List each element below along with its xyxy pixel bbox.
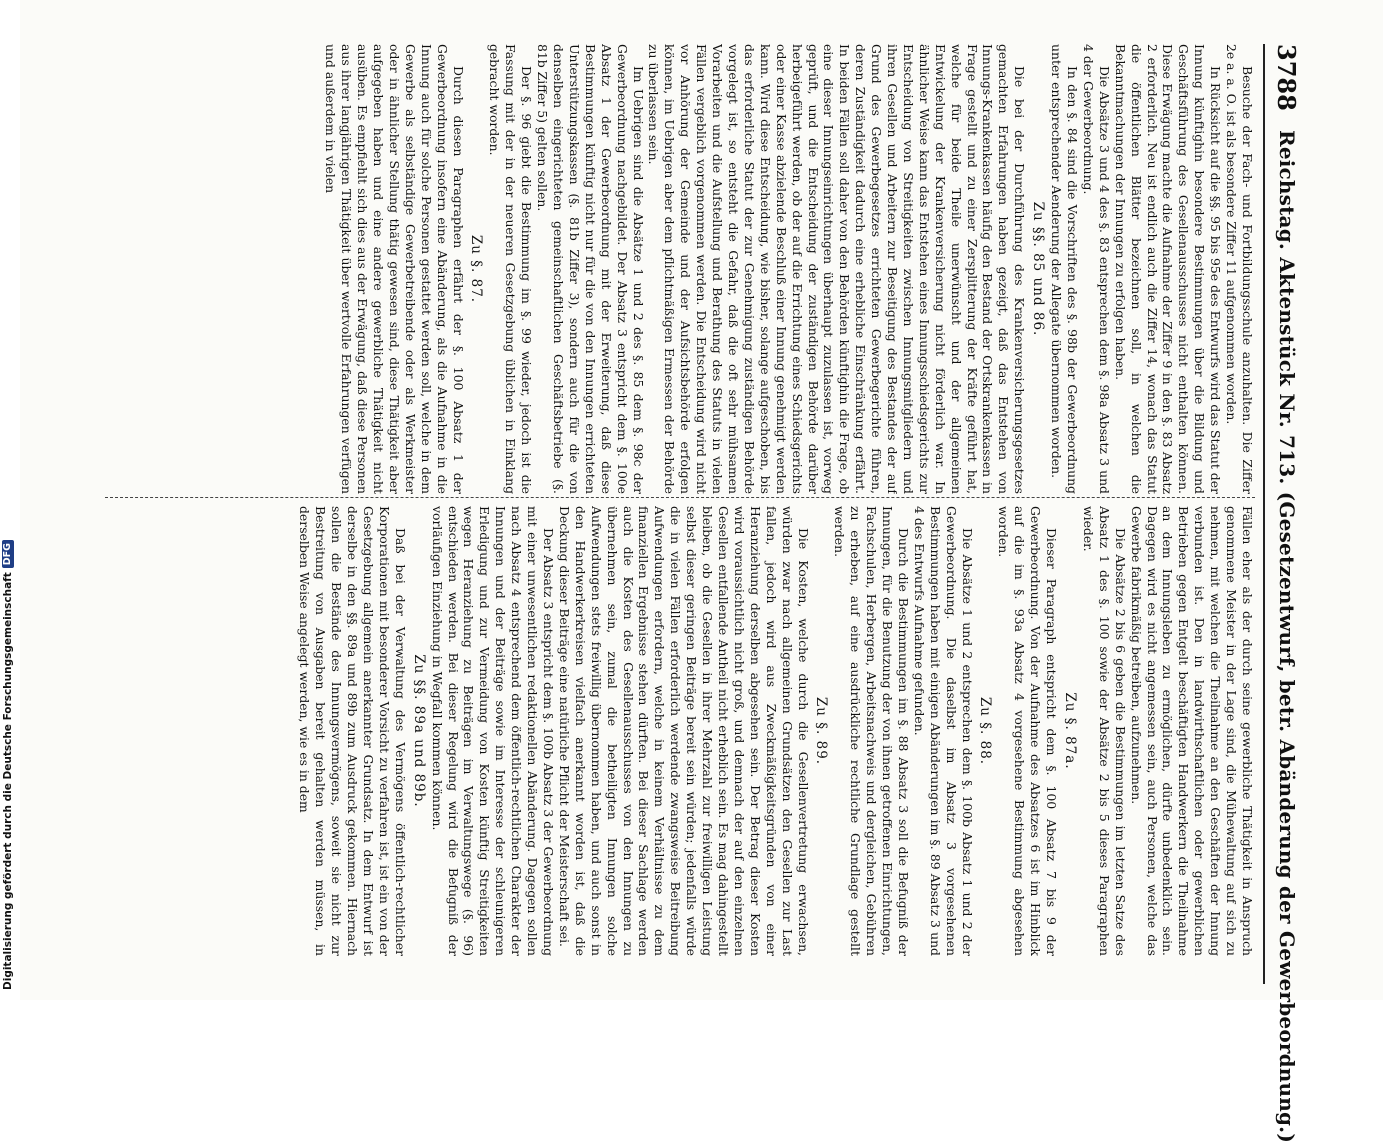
page-number: 3788 (1272, 44, 1301, 111)
paragraph: Die Kosten, welche durch die Gesellenvertretung erwachsen, würden zwar nach allgemeinen Grundsätzen den Gesellen zur Last fallen, jedoch wird aus Zweckmäßigkeitsgründen von einer Heranziehung derselben abgesehen sein. Der Betrag dieser Kosten wird voraussichtlich nicht groß, und demnach der auf den einzelnen Gesellen entfallende Antheil nicht erheblich sein. Es mag dahingestellt bleiben, ob die Gesellen in ihrer Mehrzahl zur freiwilligen Leistung selbst dieser geringen Beiträge bereit sein würden; jedenfalls würde die in vielen Fällen erforderlich werdende zwangsweise Beitreibung Aufwendungen erfordern, welche in keinem Verhältnisse zu dem finanziellen Ergebnisse stehen dürften. Bei dieser Sachlage werden auch die Kosten des Gesellenausschusses von den Innungen zu übernehmen sein, zumal die betheiligten Innungen solche Aufwendungen stets freiwillig übernommen haben, und auch sonst in den Handwerkerkreisen vielfach anerkannt worden ist, daß die Deckung dieser Beiträge eine natürliche Pflicht der Meisterschaft sei. (556, 506, 811, 956)
paragraph: Daß bei der Verwaltung des Vermögens öffentlich-rechtlicher Korporationen mit besonderer Vorsicht zu verfahren ist, ist ein von der Gesetzgebung allgemein anerkannter Grundsatz. In dem Entwurf ist derselbe in den §§. 89a und 89b zum Ausdruck gekommen. Hiernach sollen die Bestände des Innungsvermögens, soweit sie nicht zur Bestreitung von Ausgaben bereit gehalten werden müssen, in derselben Weise angelegt werden, wie es in dem (297, 506, 408, 956)
dfg-logo: DFG (2, 540, 14, 568)
digitization-credit-bar (0, 0, 20, 1000)
paragraph: In den §. 84 sind die Vorschriften des §. 98b der Gewerbeordnung unter entsprechender Aenderung der Allegate übernommen worden. (1049, 44, 1081, 494)
page-header (1263, 44, 1305, 1143)
section-heading: Zu §. 87a. (1062, 692, 1079, 770)
paragraph: Dieser Paragraph entspricht dem §. 100 Absatz 7 bis 9 der Gewerbeordnung. Von der Aufnahme des Absatzes 6 ist im Hinblick auf die im §. 93a Absatz 4 vorgesehene Bestimmung abgesehen worden. (996, 506, 1060, 956)
digitization-credit (2, 10, 14, 990)
section-heading: Zu §. 88. (977, 696, 994, 766)
paragraph: Durch die Bestimmungen im §. 88 Absatz 3 soll die Befugniß der Innungen, für die Benutzung der von ihnen getroffenen Einrichtungen, Fachschulen, Herbergen, Arbeitsnachweis und dergleichen, Gebühren zu erheben, auf eine ausdrückliche rechtliche Grundlage gestellt werden. (832, 506, 911, 956)
section-heading: Zu §. 87. (468, 234, 485, 304)
paragraph: Durch diesen Paragraphen erfährt der §. 100 Absatz 1 der Gewerbeordnung insofern eine Abänderung, als die Aufnahme in die Innung auch für solche Personen gestattet werden soll, welche in dem Gewerbe als selbständige Gewerbetreibende oder als Werkmeister oder in ähnlicher Stellung thätig gewesen sind, diese Thätigkeit aber aufgegeben haben und eine andere gewerbliche Thätigkeit nicht ausüben. Es empfiehlt sich dies aus der Erwägung, daß diese Personen aus ihrer langjährigen Thätigkeit über wertvolle Erfahrungen verfügen und außerdem in vielen (323, 44, 466, 494)
column-divider (105, 497, 1255, 499)
paragraph: Im Uebrigen sind die Absätze 1 und 2 des §. 85 dem §. 98c der Gewerbeordnung nachgebildet. Der Absatz 3 entspricht dem §. 100e Absatz 1 der Gewerbeordnung mit der Erweiterung, daß diese Bestimmungen künftig nicht nur für die von den Innungen errichteten Unterstützungskassen (§. 81b Ziffer 3), sondern auch für die von denselben eingerichteten gemeinschaftlichen Geschäftsbetriebe (§. 81b Ziffer 5) gelten sollen. (535, 44, 646, 494)
section-heading: Zu §§. 85 und 86. (1030, 201, 1047, 337)
paragraph: In Rücksicht auf die §§. 95 bis 95e des Entwurfs wird das Statut der Innung künftighin besondere Bestimmungen über die Bildung und Geschäftsführung des Gesellenausschusses nicht enthalten können. Diese Erwägung machte die Aufnahme der Ziffer 9 in den §. 83 Absatz 2 erforderlich. Neu ist endlich auch die Ziffer 14, wonach das Statut die öffentlichen Blätter bezeichnen soll, in welchen die Bekanntmachungen der Innungen zu erfolgen haben. (1112, 44, 1224, 494)
paragraph: Der Absatz 3 entspricht dem §. 100b Absatz 3 der Gewerbeordnung mit einer unwesentlichen redaktionellen Abänderung. Dagegen sollen nach Absatz 4 entsprechend dem öffentlich-rechtlichen Charakter der Innungen und der Beiträge sowie im Interesse der schleunigeren Erledigung und zur Vermeidung von Kosten künftig Streitigkeiten wegen Heranziehung zu Beiträgen im Verwaltungswege (§. 96) entschieden werden. Bei dieser Regelung wird die Befugniß der vorläufigen Einziehung in Wegfall kommen können. (429, 506, 557, 956)
credit-text: Digitalisierung gefördert durch die Deutsche Forschungsgemeinschaft (2, 572, 14, 990)
left-column (95, 44, 1255, 494)
paragraph: Fällen eher als der durch seine gewerbliche Thätigkeit in Anspruch genommene Meister in der Lage sind, die Mühewaltung auf sich zu nehmen, mit welchen die Theilnahme an den Geschäften der Innung verbunden ist. Den in landwirthschaftlichen oder gewerblichen Betrieben gegen Entgelt beschäftigten Handwerkern die Theilnahme an dem Innungsleben zu ermöglichen, dürfte unbedenklich sein. Dagegen wird es nicht angemessen sein, auch Personen, welche das Gewerbe fabrikmäßig betreiben, aufzunehmen. (1128, 506, 1255, 956)
page-title: Reichstag. Aktenstück Nr. 713. (Gesetzentwurf, betr. Abänderung der Gewerbeordnung.) (1275, 130, 1299, 1143)
paragraph: Die bei der Durchführung des Krankenversicherungsgesetzes gemachten Erfahrungen haben gezeigt, daß das Entstehen von Innungs-Krankenkassen häufig den Bestand der Ortskrankenkassen in Frage gestellt und zu einer Zersplitterung der Kräfte geführt hat, welche für beide Theile unerwünscht und der allgemeinen Entwickelung der Krankenversicherung nicht förderlich war. In ähnlicher Weise kann das Entstehen eines Innungsschiedsgerichts zur Entscheidung von Streitigkeiten zwischen Innungsmitgliedern und ihren Gesellen und Arbeitern zur Beseitigung des Bestandes der auf Grund des Gewerbegesetzes errichteten Gewerbegerichte führen, deren Zuständigkeit dadurch eine erhebliche Einschränkung erfährt. In beiden Fällen soll daher von den Behörden künftighin die Frage, ob eine dieser Innungseinrichtungen überhaupt zuzulassen ist, vorweg geprüft, und die Entscheidung der zuständigen Behörde darüber herbeigeführt werden, ob der auf die Errichtung eines Schiedsgerichts oder einer Kasse abzielende Beschluß einer Innung genehmigt werden kann. Wird diese Entscheidung, wie bisher, solange aufgeschoben, bis das erforderliche Statut der zur Genehmigung zuständigen Behörde vorgelegt ist, so entsteht die Gefahr, daß die oft sehr mühsamen Vorarbeiten und die Aufstellung und Berathung des Statuts in vielen Fällen vergeblich vorgenommen werden. Die Entscheidung wird nicht vor Anhörung der Gemeinde und der Aufsichtsbehörde erfolgen können, im Uebrigen aber dem pflichtmäßigen Ermessen der Behörde zu überlassen sein. (646, 44, 1028, 494)
paragraph: Die Absätze 3 und 4 des §. 83 entsprechen dem §. 98a Absatz 3 und 4 der Gewerbeordnung. (1080, 44, 1112, 494)
paragraph: Die Absätze 1 und 2 entsprechen dem §. 100b Absatz 1 und 2 der Gewerbeordnung. Die daselbst im Absatz 3 vorgesehenen Bestimmungen haben mit einigen Abänderungen im §. 89 Absatz 3 und 4 des Entwurfs Aufnahme gefunden. (911, 506, 975, 956)
right-column (95, 506, 1255, 956)
paragraph: Die Absätze 2 bis 6 geben die Bestimmungen im letzten Satze des Absatz 1 des §. 100 sowie der Absätze 2 bis 5 dieses Paragraphen wieder. (1080, 506, 1128, 956)
paragraph: Besuche der Fach- und Fortbildungsschule anzuhalten. Die Ziffer 2e a. a. O. ist als besondere Ziffer 11 aufgenommen worden. (1224, 44, 1255, 494)
paragraph: Der §. 96 giebt die Bestimmung im §. 99 wieder, jedoch ist die Fassung mit der in der neueren Gesetzgebung üblichen in Einklang gebracht worden. (487, 44, 535, 494)
section-heading: Zu §§. 89a und 89b. (410, 654, 427, 808)
section-heading: Zu §. 89. (813, 696, 830, 766)
